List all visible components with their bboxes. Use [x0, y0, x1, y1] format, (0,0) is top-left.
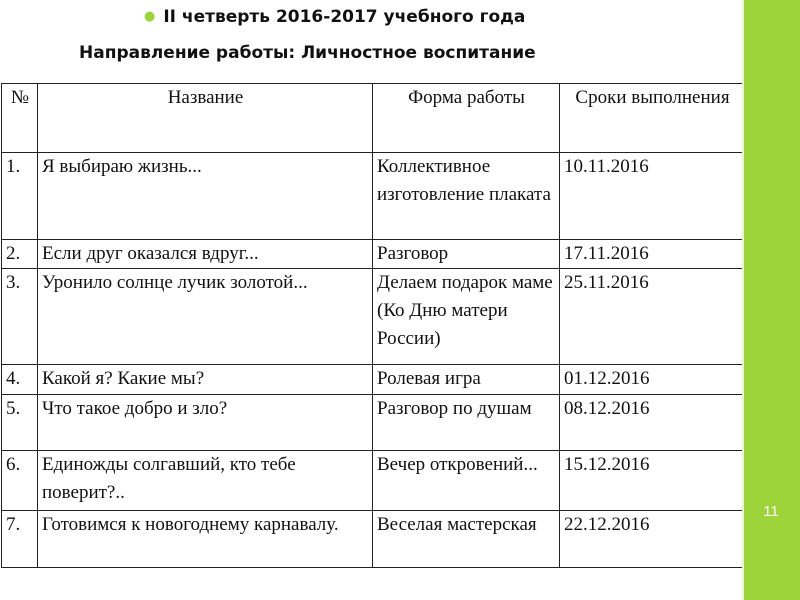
table-row — [2, 240, 745, 269]
cell-form: Разговор по душам — [373, 395, 560, 451]
cell-form: Вечер откровений... — [373, 451, 560, 511]
cell-number: 1. — [2, 153, 38, 240]
column-header-deadline: Сроки выполнения — [560, 84, 745, 153]
cell-number: 3. — [2, 269, 38, 365]
cell-date: 15.12.2016 — [560, 451, 745, 511]
cell-date: 01.12.2016 — [560, 365, 745, 395]
cell-form: Разговор — [373, 240, 560, 269]
column-header-number: № — [2, 84, 38, 153]
cell-name: Единожды солгавший, кто тебе поверит?.. — [38, 451, 373, 511]
cell-name: Что такое добро и зло? — [38, 395, 373, 451]
cell-name: Готовимся к новогоднему карнавалу. — [38, 511, 373, 568]
cell-name: Какой я? Какие мы? — [38, 365, 373, 395]
cell-name: Если друг оказался вдруг... — [38, 240, 373, 269]
cell-form: Делаем подарок маме (Ко Дню матери России) — [373, 269, 560, 365]
cell-form: Ролевая игра — [373, 365, 560, 395]
bullet-icon: ● — [144, 9, 156, 24]
activities-table — [1, 83, 745, 568]
table-header-row — [2, 84, 745, 153]
cell-name: Я выбираю жизнь... — [38, 153, 373, 240]
heading-quarter-text: II четверть 2016-2017 учебного года — [163, 7, 526, 27]
cell-number: 7. — [2, 511, 38, 568]
table-row — [2, 365, 745, 395]
cell-form: Веселая мастерская — [373, 511, 560, 568]
cell-name: Уронило солнце лучик золотой... — [38, 269, 373, 365]
table-row — [2, 395, 745, 451]
page-number: 11 — [763, 503, 779, 520]
column-header-name: Название — [38, 84, 373, 153]
cell-number: 4. — [2, 365, 38, 395]
cell-form: Коллективное изготовление плаката — [373, 153, 560, 240]
slide-heading-quarter — [144, 7, 525, 27]
cell-date: 22.12.2016 — [560, 511, 745, 568]
table-row — [2, 451, 745, 511]
cell-date: 25.11.2016 — [560, 269, 745, 365]
cell-date: 10.11.2016 — [560, 153, 745, 240]
slide-heading-direction: Направление работы: Личностное воспитание — [79, 43, 536, 63]
table-row — [2, 153, 745, 240]
cell-number: 6. — [2, 451, 38, 511]
cell-number: 5. — [2, 395, 38, 451]
cell-date: 17.11.2016 — [560, 240, 745, 269]
cell-date: 08.12.2016 — [560, 395, 745, 451]
table-row — [2, 511, 745, 568]
column-header-form: Форма работы — [373, 84, 560, 153]
table-row — [2, 269, 745, 365]
cell-number: 2. — [2, 240, 38, 269]
